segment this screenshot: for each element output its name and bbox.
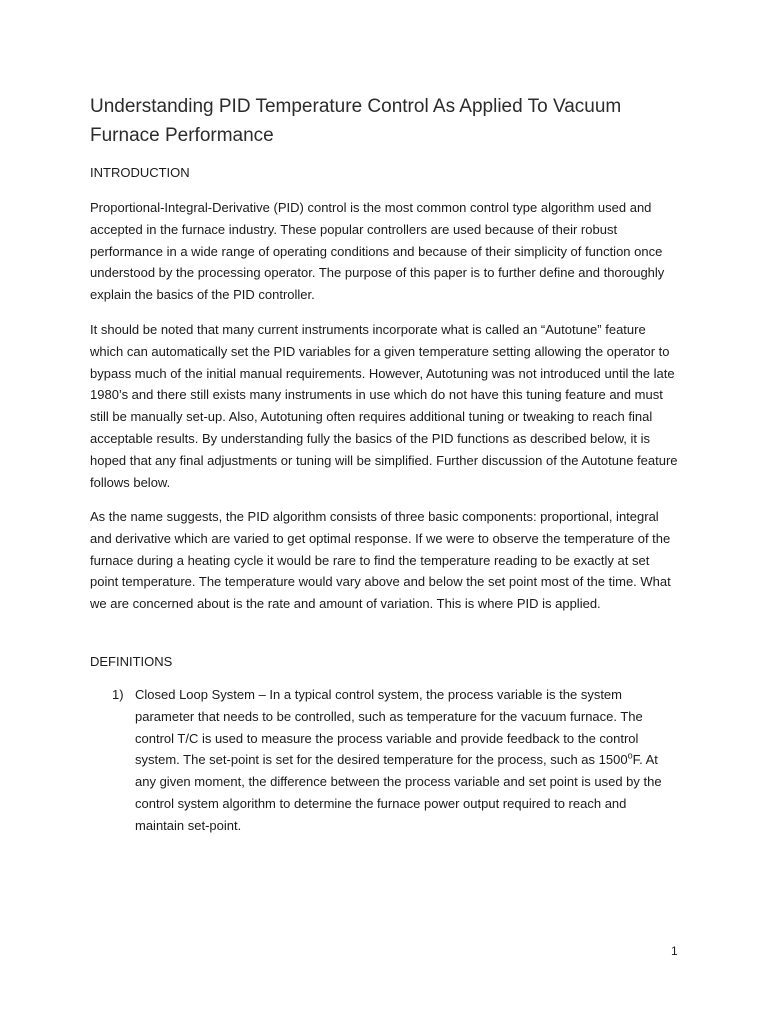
definitions-heading: DEFINITIONS — [90, 654, 173, 669]
list-item-number: 1) — [112, 687, 124, 702]
page-number: 1 — [671, 944, 678, 958]
list-item — [90, 684, 678, 837]
introduction-heading: INTRODUCTION — [90, 165, 190, 180]
paragraph-intro: Proportional-Integral-Derivative (PID) control is the most common control type algorithm used and accepted in the furnace industry. These popular controllers are used because of their robust performance in a wide range of operating conditions and because of their simplicity of function once understood by the processing operator. The purpose of this paper is to further define and thoroughly explain the basics of the PID controller. — [90, 200, 665, 303]
degree-symbol: o — [627, 751, 633, 762]
paragraph-pid-components: As the name suggests, the PID algorithm consists of three basic components: proportional, integral and derivative which are varied to get optimal response. If we were to observe the temperature of the furnace during a heating cycle it would be rare to find the temperature reading to be exactly at set point temperature. The temperature would vary above and below the set point most of the time. What we are concerned about is the rate and amount of variation. This is where PID is applied. — [90, 509, 671, 612]
paragraph-autotune: It should be noted that many current instruments incorporate what is called an “Autotune” feature which can automatically set the PID variables for a given temperature setting allowing the operator to bypass much of the initial manual requirements. However, Autotuning was not introduced until the late 1980’s and there still exists many instruments in use which do not have this tuning feature and must still be manually set-up. Also, Autotuning often requires additional tuning or tweaking to reach final acceptable results. By understanding fully the basics of the PID functions as described below, it is hoped that any final adjustments or tuning will be simplified. Further discussion of the Autotune feature follows below. — [90, 322, 678, 490]
definitions-list — [90, 684, 678, 837]
document-title: Understanding PID Temperature Control As Applied To Vacuum Furnace Performance — [90, 96, 622, 146]
list-item-text: Closed Loop System – In a typical control system, the process variable is the system parameter that needs to be controlled, such as temperature for the vacuum furnace. The control T/C is used to measure the process variable and provide feedback to the control system. The set-point is set for the desired temperature for the process, such as 1500$^o$F. At any given moment, the difference between the process variable and set point is used by the control system algorithm to determine the furnace power output required to reach and maintain set-point. — [135, 687, 662, 833]
